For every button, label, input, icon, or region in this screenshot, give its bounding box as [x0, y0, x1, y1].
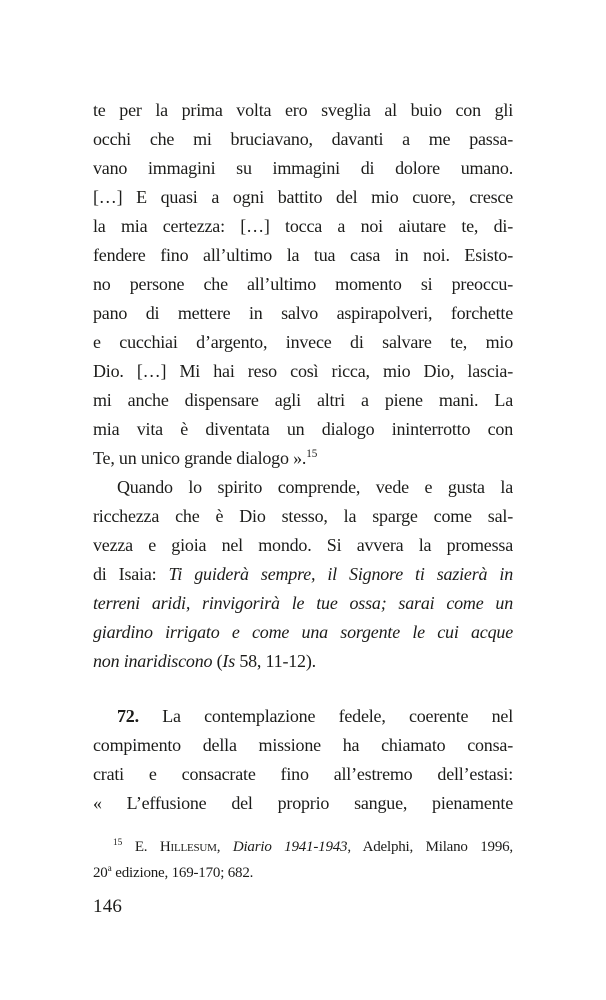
text-line — [93, 702, 513, 731]
paragraph-quote-hillesum — [93, 96, 513, 473]
text-line — [93, 531, 513, 560]
text-segment: non inaridiscono — [93, 651, 217, 671]
superscript-text: 15 — [306, 448, 318, 460]
text-line — [93, 589, 513, 618]
text-segment: Is — [222, 651, 236, 671]
text-segment: La contemplazione fedele, coerente nel — [138, 706, 513, 726]
superscript-text: 15 — [113, 838, 123, 848]
text-line — [93, 270, 513, 299]
paragraph-72-contemplazione — [93, 702, 513, 818]
text-segment: la mia certezza: […] tocca a noi aiutare te, di- — [93, 216, 513, 236]
text-segment: « L’effusione del proprio sangue, pienamente — [93, 793, 513, 813]
text-line — [93, 96, 513, 125]
text-line — [93, 299, 513, 328]
text-line — [93, 860, 513, 886]
text-line — [93, 473, 513, 502]
page-number: 146 — [93, 896, 123, 917]
text-line — [93, 444, 513, 473]
text-segment: Te, un unico grande dialogo ». — [93, 448, 307, 468]
text-line — [93, 328, 513, 357]
text-line — [93, 386, 513, 415]
text-segment: te per la prima volta ero sveglia al buio con gli — [93, 100, 513, 120]
text-line — [93, 789, 513, 818]
body-text-block — [93, 96, 513, 818]
text-segment: , Adelphi, Milano 1996, — [347, 839, 513, 855]
text-segment: vezza e gioia nel mondo. Si avvera la promessa — [93, 535, 513, 555]
text-segment: mia vita è diventata un dialogo ininterrotto con — [93, 419, 513, 439]
text-segment: e cucchiai d’argento, invece di salvare te, mio — [93, 332, 513, 352]
footnote-15 — [93, 834, 513, 886]
text-segment: Dio. […] Mi hai reso così ricca, mio Dio, lascia- — [93, 361, 513, 381]
text-line — [93, 415, 513, 444]
text-segment: mi anche dispensare agli altri a piene mani. La — [93, 390, 513, 410]
text-line — [93, 760, 513, 789]
paragraph-quando-lo-spirito — [93, 473, 513, 676]
text-segment: , — [216, 839, 233, 855]
text-segment: pano di mettere in salvo aspirapolveri, forchette — [93, 303, 513, 323]
text-segment: terreni aridi, rinvigorirà le tue ossa; sarai come un — [93, 593, 513, 613]
footnote-block — [93, 834, 513, 886]
text-segment: ricchezza che è Dio stesso, la sparge come sal- — [93, 506, 513, 526]
text-segment: E. — [122, 839, 160, 855]
text-segment: occhi che mi bruciavano, davanti a me passa- — [93, 129, 513, 149]
text-segment: ( — [216, 651, 223, 671]
text-segment: fendere fino all’ultimo la tua casa in noi. Esisto- — [93, 245, 513, 265]
text-segment: […] E quasi a ogni battito del mio cuore, cresce — [93, 187, 513, 207]
text-segment: edizione, 169-170; 682. — [111, 865, 254, 881]
text-line — [93, 502, 513, 531]
text-line — [93, 212, 513, 241]
text-line — [93, 647, 513, 676]
text-line — [93, 560, 513, 589]
text-line — [93, 618, 513, 647]
text-segment: Ti guiderà sempre, il Signore ti sazierà in — [168, 564, 513, 584]
text-segment: 72. — [117, 706, 139, 726]
text-line — [93, 241, 513, 270]
text-segment: crati e consacrate fino all’estremo dell’estasi: — [93, 764, 513, 784]
text-segment: giardino irrigato e come una sorgente le cui acque — [93, 622, 513, 642]
text-segment: 20 — [93, 865, 108, 881]
text-segment: no persone che all’ultimo momento si preoccu- — [93, 274, 513, 294]
text-segment: vano immagini su immagini di dolore umano. — [93, 158, 513, 178]
text-segment: compimento della missione ha chiamato consa- — [93, 735, 513, 755]
text-line — [93, 154, 513, 183]
text-line — [93, 731, 513, 760]
text-line — [93, 125, 513, 154]
text-line — [93, 834, 513, 860]
superscript-text: a — [107, 864, 112, 874]
text-line — [93, 183, 513, 212]
text-line — [93, 357, 513, 386]
text-segment: 58, 11-12). — [235, 651, 316, 671]
text-segment: Quando lo spirito comprende, vede e gusta la — [117, 477, 513, 497]
text-segment: di Isaia: — [93, 564, 169, 584]
text-segment: Diario 1941-1943 — [232, 839, 348, 855]
text-segment: Hillesum — [159, 839, 217, 855]
